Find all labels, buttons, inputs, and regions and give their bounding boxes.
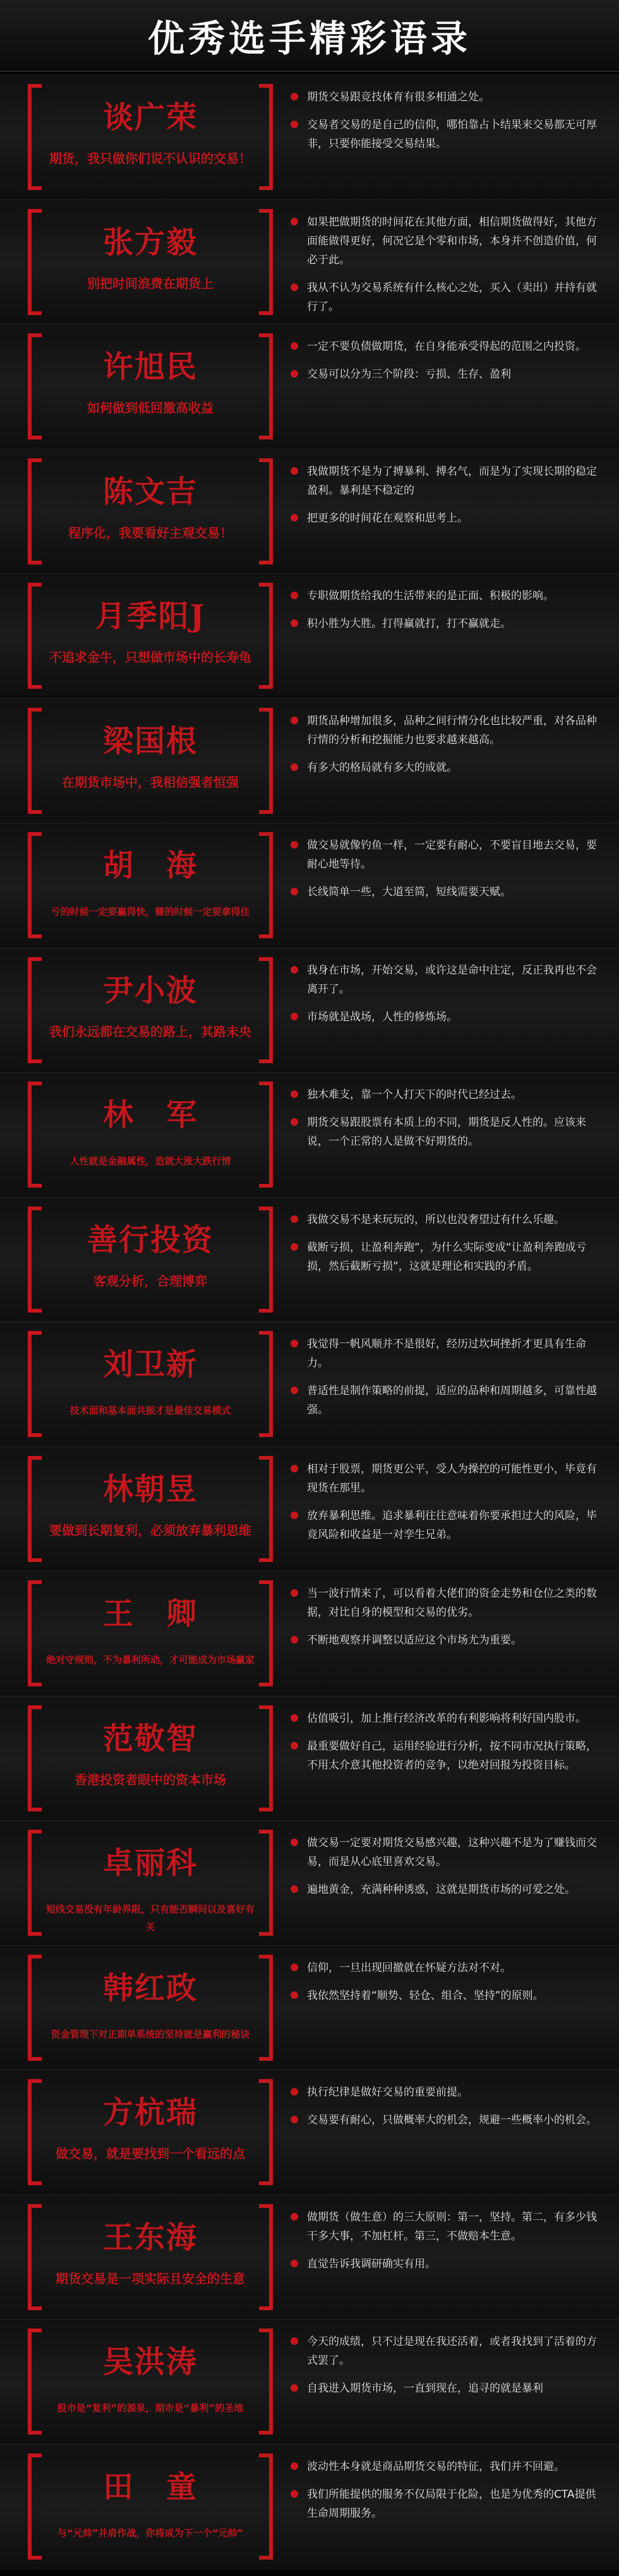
page-header — [0, 0, 619, 72]
quote-text: 期货品种增加很多，品种之间行情分化也比较严重，对各品种行情的分析和挖掘能力也要求越来越高。 — [307, 714, 597, 746]
name-bracket — [28, 458, 273, 564]
player-name: 卓丽科 — [102, 1846, 198, 1881]
player-motto: 技术面和基本面共振才是最佳交易模式 — [69, 1405, 231, 1416]
name-bracket — [28, 2329, 273, 2435]
name-bracket — [28, 2079, 273, 2185]
bullet-dot-icon — [291, 1215, 298, 1223]
player-card — [0, 698, 619, 824]
quote-item — [291, 1238, 606, 1276]
quote-item — [291, 1959, 606, 1977]
bullet-dot-icon — [291, 1839, 298, 1846]
bullet-dot-icon — [291, 1589, 298, 1597]
bullet-dot-icon — [291, 2213, 298, 2221]
player-name: 胡 海 — [102, 848, 198, 883]
quote-text: 专职做期货给我的生活带来的是正面、积极的影响。 — [307, 590, 554, 602]
name-bracket — [28, 333, 273, 439]
quote-text: 信仰，一旦出现回撤就在怀疑方法对不对。 — [307, 1961, 511, 1974]
quote-text: 做交易一定要对期货交易感兴趣，这种兴趣不是为了赚钱而交易，而是从心底里喜欢交易。 — [307, 1837, 597, 1868]
player-name: 王 卿 — [102, 1596, 198, 1631]
quote-item — [291, 1880, 606, 1899]
player-motto: 程序化，我要看好主观交易！ — [68, 525, 232, 540]
quote-list — [291, 337, 606, 393]
name-bracket — [28, 957, 273, 1063]
bullet-dot-icon — [291, 370, 298, 378]
quote-item — [291, 1584, 606, 1622]
player-motto: 要做到长期复利，必须放弃暴利思维 — [49, 1522, 251, 1538]
player-name: 林 军 — [102, 1097, 198, 1133]
bullet-dot-icon — [291, 1742, 298, 1750]
player-name: 韩红政 — [102, 1970, 198, 2006]
player-motto: 人性就是金融属性，造就大涨大跌行情 — [69, 1155, 231, 1167]
bullet-dot-icon — [291, 93, 298, 100]
name-bracket — [28, 2454, 273, 2560]
player-motto: 绝对守规则，不为暴利所动，才可能成为市场赢家 — [45, 1654, 255, 1666]
bullet-dot-icon — [291, 1714, 298, 1722]
quote-text: 普适性是制作策略的前提，适应的品种和周期越多，可靠性越强。 — [307, 1385, 597, 1416]
bullet-dot-icon — [291, 342, 298, 350]
quote-text: 把更多的时间花在观察和思考上。 — [307, 511, 468, 525]
quote-text: 相对于股票，期货更公平，受人为操控的可能性更小，毕竟有现货在那里。 — [307, 1462, 597, 1494]
bullet-dot-icon — [291, 2490, 298, 2498]
quote-item — [291, 2083, 606, 2102]
quote-text: 遍地黄金，充满种种诱惑，这就是期货市场的可爱之处。 — [307, 1883, 575, 1896]
bullet-dot-icon — [291, 592, 298, 599]
quote-list — [291, 836, 606, 910]
player-name: 张方毅 — [102, 224, 198, 260]
quote-list — [291, 2208, 606, 2282]
player-motto: 亏的时候一定要赢得快，赚的时候一定要拿得住 — [51, 906, 250, 917]
quote-list — [291, 2332, 606, 2407]
player-motto: 别把时间浪费在期货上 — [87, 275, 213, 291]
player-name: 范敬智 — [102, 1720, 198, 1756]
bullet-dot-icon — [291, 1636, 298, 1643]
bullet-dot-icon — [291, 218, 298, 225]
player-card — [0, 2070, 619, 2195]
quote-text: 放弃暴利思维。追求暴利往往意味着你要承担过大的风险，毕竟风险和收益是一对孪生兄弟。 — [307, 1509, 597, 1541]
player-name: 方杭瑞 — [102, 2095, 198, 2130]
quote-text: 做期货（做生意）的三大原则：第一，坚持。第二，有多少钱干多大事，不加杠杆。第三，不做赔本生意。 — [307, 2210, 597, 2243]
quote-item — [291, 587, 606, 605]
player-name: 尹小波 — [102, 972, 198, 1008]
bullet-dot-icon — [291, 888, 298, 895]
player-name: 王东海 — [102, 2219, 198, 2255]
quote-list — [291, 1085, 606, 1160]
player-card — [0, 449, 619, 575]
name-bracket — [28, 84, 273, 190]
player-card — [0, 823, 619, 948]
player-card — [0, 1820, 619, 1946]
quote-text: 我做期货不是为了搏暴利、搏名气，而是为了实现长期的稳定盈利。暴利是不稳定的 — [307, 465, 597, 497]
bullet-dot-icon — [291, 2260, 298, 2267]
bullet-dot-icon — [291, 283, 298, 291]
bullet-dot-icon — [291, 1964, 298, 1971]
player-card — [0, 1696, 619, 1822]
player-name: 陈文吉 — [102, 474, 198, 510]
player-motto: 做交易，就是要找到一个看远的点 — [56, 2146, 245, 2161]
bullet-dot-icon — [291, 2337, 298, 2345]
bullet-dot-icon — [291, 717, 298, 724]
quote-item — [291, 2457, 606, 2476]
quote-text: 一定不要负债做期货，在自身能承受得起的范围之内投资。 — [307, 340, 586, 353]
quote-item — [291, 1631, 606, 1650]
name-bracket — [28, 1456, 273, 1562]
player-motto: 与“元帅”并肩作战，你将成为下一个“元帅” — [57, 2527, 244, 2539]
quote-text: 独木难支，靠一个人打天下的时代已经过去。 — [307, 1088, 522, 1101]
quote-text: 积小胜为大胜。打得赢就打，打不赢就走。 — [307, 617, 511, 630]
name-bracket — [28, 1705, 273, 1811]
bullet-dot-icon — [291, 841, 298, 849]
name-bracket — [28, 1830, 273, 1936]
quote-text: 我依然坚持着“顺势、轻仓、组合、坚持”的原则。 — [307, 1989, 544, 2002]
quote-text: 我从不认为交易系统有什么核心之处，买入（卖出）并持有就行了。 — [307, 281, 597, 313]
quote-text: 期货交易跟股票有本质上的不同，期货是反人性的。应该来说，一个正常的人是做不好期货的。 — [307, 1116, 586, 1148]
player-card — [0, 200, 619, 325]
player-motto: 如何做到低回撤高收益 — [87, 400, 213, 415]
player-card — [0, 324, 619, 450]
quote-list — [291, 2083, 606, 2138]
bullet-dot-icon — [291, 1465, 298, 1472]
quote-item — [291, 2485, 606, 2523]
player-name: 林朝昱 — [102, 1471, 198, 1507]
player-card — [0, 75, 619, 200]
bullet-dot-icon — [291, 1013, 298, 1020]
quote-item — [291, 213, 606, 270]
quote-item — [291, 365, 606, 384]
quote-list — [291, 961, 606, 1035]
quote-item — [291, 1210, 606, 1229]
quote-list — [291, 462, 606, 537]
name-bracket — [28, 1082, 273, 1188]
quote-item — [291, 1737, 606, 1775]
player-name: 善行投资 — [87, 1222, 213, 1258]
quote-list — [291, 1709, 606, 1784]
quote-item — [291, 1986, 606, 2005]
name-bracket — [28, 583, 273, 689]
quote-item — [291, 1834, 606, 1871]
quote-item — [291, 462, 606, 500]
quote-item — [291, 758, 606, 777]
quote-item — [291, 2332, 606, 2370]
bullet-dot-icon — [291, 1885, 298, 1893]
bullet-dot-icon — [291, 1243, 298, 1251]
quote-text: 交易可以分为三个阶段：亏损、生存、盈利 — [307, 368, 511, 381]
quote-item — [291, 1460, 606, 1498]
bullet-dot-icon — [291, 2088, 298, 2096]
name-bracket — [28, 209, 273, 315]
quote-item — [291, 2111, 606, 2130]
bullet-dot-icon — [291, 1512, 298, 1519]
quote-text: 自我进入期货市场，一直到现在，追寻的就是暴利 — [307, 2382, 543, 2395]
quote-item — [291, 88, 606, 107]
player-card — [0, 1072, 619, 1198]
bullet-dot-icon — [291, 1386, 298, 1394]
quote-list — [291, 1834, 606, 1908]
player-card — [0, 1945, 619, 2071]
player-motto: 短线交易没有年龄界限，只有能否瞬间以及喜好有关 — [45, 1904, 255, 1933]
quote-item — [291, 1381, 606, 1419]
quote-text: 波动性本身就是商品期货交易的特征，我们并不回避。 — [307, 2460, 565, 2473]
quote-item — [291, 1085, 606, 1104]
quote-text: 直觉告诉我调研确实有用。 — [307, 2257, 436, 2270]
name-bracket — [28, 1955, 273, 2061]
bullet-dot-icon — [291, 619, 298, 627]
bullet-dot-icon — [291, 2116, 298, 2123]
quote-item — [291, 1008, 606, 1027]
quote-item — [291, 2208, 606, 2246]
quote-item — [291, 883, 606, 902]
bullet-dot-icon — [291, 763, 298, 771]
quote-item — [291, 2379, 606, 2398]
player-motto: 香港投资者眼中的资本市场 — [75, 1772, 226, 1787]
quote-text: 市场就是战场，人性的修炼场。 — [307, 1010, 457, 1023]
quote-text: 如果把做期货的时间花在其他方面，相信期货做得好，其他方面能做得更好，何况它是个零和市场，本身并不创造价值，何必于此。 — [307, 215, 597, 266]
quote-list — [291, 1210, 606, 1285]
player-card — [0, 2319, 619, 2445]
name-bracket — [28, 708, 273, 814]
quote-text: 当一波行情来了，可以看着大佬们的资金走势和仓位之类的数据，对比自身的模型和交易的优劣。 — [307, 1587, 597, 1619]
quote-list — [291, 2457, 606, 2532]
player-card — [0, 948, 619, 1073]
player-name: 月季阳J — [95, 599, 206, 634]
quote-text: 我做交易不是来玩玩的，所以也没奢望过有什么乐趣。 — [307, 1213, 565, 1226]
player-card — [0, 1446, 619, 1572]
player-motto: 客观分析，合理博弈 — [93, 1273, 207, 1289]
player-motto: 不追求金牛，只想做市场中的长寿龟 — [49, 650, 251, 665]
bullet-dot-icon — [291, 2462, 298, 2470]
quote-list — [291, 587, 606, 642]
quote-list — [291, 1335, 606, 1428]
page-title: 优秀选手精彩语录 — [147, 17, 471, 60]
quote-list — [291, 88, 606, 162]
player-motto: 期货，我只做你们说不认识的交易！ — [49, 151, 251, 166]
name-bracket — [28, 1331, 273, 1437]
quote-text: 交易要有耐心，只做概率大的机会，规避一些概率小的机会。 — [307, 2114, 597, 2126]
quote-item — [291, 278, 606, 316]
player-card — [0, 573, 619, 699]
name-bracket — [28, 1580, 273, 1686]
player-motto: 我们永远都在交易的路上，其路未央 — [49, 1023, 251, 1039]
quote-item — [291, 1709, 606, 1728]
quote-list — [291, 1460, 606, 1553]
bullet-dot-icon — [291, 1118, 298, 1126]
quote-item — [291, 1335, 606, 1373]
quote-item — [291, 337, 606, 356]
quote-item — [291, 1113, 606, 1151]
quote-text: 截断亏损，让盈利奔跑”，为什么实际变成“让盈利奔跑成亏损，然后截断亏损”，这就是理论和实践的矛盾。 — [307, 1241, 587, 1273]
quote-list — [291, 1959, 606, 2014]
player-motto: 股市是“复利”的源泉，期市是“暴利”的圣地 — [57, 2402, 244, 2414]
player-name: 许旭民 — [102, 349, 198, 385]
name-bracket — [28, 2204, 273, 2310]
quote-text: 期货交易跟竞技体育有很多相通之处。 — [307, 91, 490, 104]
quote-item — [291, 1506, 606, 1544]
quote-item — [291, 836, 606, 874]
player-card — [0, 2444, 619, 2570]
name-bracket — [28, 1207, 273, 1313]
bullet-dot-icon — [291, 121, 298, 128]
quote-text: 交易者交易的是自己的信仰，哪怕靠占卜结果来交易都无可厚非，只要你能接受交易结果。 — [307, 119, 597, 150]
bullet-dot-icon — [291, 1991, 298, 1999]
quote-list — [291, 1584, 606, 1659]
player-card — [0, 1197, 619, 1323]
quote-text: 估值吸引，加上推行经济改革的有利影响将利好国内股市。 — [307, 1712, 586, 1725]
quote-item — [291, 116, 606, 153]
player-motto: 期货交易是一项实际且安全的生意 — [56, 2270, 245, 2286]
quote-list — [291, 213, 606, 325]
quote-text: 做交易就像钓鱼一样，一定要有耐心，不要盲目地去交易，要耐心地等待。 — [307, 839, 597, 871]
player-name: 吴洪涛 — [102, 2344, 198, 2380]
bullet-dot-icon — [291, 2384, 298, 2392]
quote-item — [291, 2255, 606, 2274]
name-bracket — [28, 832, 273, 938]
quote-item — [291, 712, 606, 749]
quote-text: 我觉得一帆风顺并不是很好，经历过坎坷挫折才更具有生命力。 — [307, 1338, 586, 1369]
quote-text: 不断地观察并调整以适应这个市场尤为重要。 — [307, 1634, 522, 1647]
quote-text: 长线简单一些，大道至简，短线需要天赋。 — [307, 886, 511, 898]
player-name: 田 童 — [102, 2469, 198, 2505]
quote-text: 有多大的格局就有多大的成就。 — [307, 761, 457, 774]
bullet-dot-icon — [291, 1090, 298, 1098]
quote-text: 最重要做好自己，运用经验进行分析，按不同市况执行策略，不用太介意其他投资者的竞争，以绝对回报为投资目标。 — [307, 1739, 597, 1772]
quote-item — [291, 961, 606, 999]
player-card — [0, 1321, 619, 1447]
player-name: 刘卫新 — [102, 1347, 198, 1382]
player-name: 谈广荣 — [102, 100, 198, 135]
quote-text: 我们所能提供的服务不仅局限于化险，也是为优秀的CTA提供生命周期服务。 — [307, 2488, 596, 2520]
bullet-dot-icon — [291, 467, 298, 475]
bullet-dot-icon — [291, 514, 298, 522]
quote-text: 我身在市场，开始交易，或许这是命中注定，反正我再也不会离开了。 — [307, 963, 597, 996]
player-card — [0, 1571, 619, 1696]
player-card — [0, 2195, 619, 2320]
bullet-dot-icon — [291, 966, 298, 974]
bullet-dot-icon — [291, 1340, 298, 1347]
player-motto: 资金管理下对正期单系统的坚持就是赢利的秘诀 — [51, 2028, 250, 2040]
quote-item — [291, 614, 606, 633]
quote-text: 今天的成绩，只不过是现在我还活着，或者我找到了活着的方式罢了。 — [307, 2335, 597, 2367]
quote-text: 执行纪律是做好交易的重要前提。 — [307, 2086, 468, 2099]
player-motto: 在期货市场中，我相信强者恒强 — [62, 774, 239, 790]
quote-item — [291, 509, 606, 528]
quote-list — [291, 712, 606, 786]
player-name: 梁国根 — [102, 723, 198, 759]
